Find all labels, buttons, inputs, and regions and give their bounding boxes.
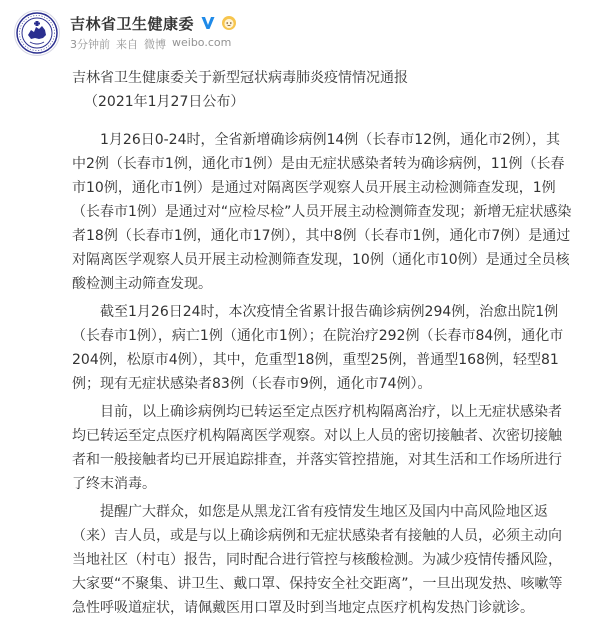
post-body (72, 128, 572, 624)
post-title: 吉林省卫生健康委关于新型冠状病毒肺炎疫情情况通报 (72, 70, 408, 86)
paragraph-new-cases: 1月26日0-24时，全省新增确诊病例14例（长春市12例，通化市2例），其中2例（长春市1例，通化市1例）是由无症状感染者转为确诊病例，11例（长春市10例，通化市1例）是通过对隔离医学观察人员开展主动检测筛查发现，1例（长春市1例）是通过对“应检尽检”人员开展主动检测筛查发现；新增无症状感染者18例（长春市1例，通化市17例），其中8例（长春市1例，通化市7例）是通过对隔离医学观察人员开展主动检测筛查发现，10例（通化市10例）是通过全员核酸检测主动筛查发现。 (72, 132, 572, 292)
name-row (70, 13, 238, 33)
post-source[interactable]: 微博 (144, 38, 166, 51)
account-name[interactable]: 吉林省卫生健康委 (70, 14, 195, 33)
post-time[interactable]: 3分钟前 (70, 38, 110, 51)
sunflower-level-icon[interactable] (220, 15, 238, 31)
paragraph-cumulative: 截至1月26日24时，本次疫情全省累计报告确诊病例294例，治愈出院1例（长春市1例），病亡1例（通化市1例）；在院治疗292例（长春市84例，通化市204例，松原市4例），其中，危重型18例，重型25例，普通型168例，轻型81例；现有无症状感染者83例（长春市9例，通化市74例）。 (72, 304, 564, 392)
paragraph-reminder: 提醒广大群众，如您是从黑龙江省有疫情发生地区及国内中高风险地区返（来）吉人员，或是与以上确诊病例和无症状感染者有接触的人员，必须主动向当地社区（村屯）报告，同时配合进行管控与核酸检测。为减少疫情传播风险，大家要“不聚集、讲卫生、戴口罩、保持安全社交距离”，一旦出现发热、咳嗽等急性呼吸道症状，请佩戴医用口罩及时到当地定点医疗机构发热门诊就诊。 (72, 504, 563, 616)
account-meta (70, 10, 238, 52)
source-prefix: 来自 (116, 38, 138, 51)
paragraph-measures: 目前，以上确诊病例均已转运至定点医疗机构隔离治疗，以上无症状感染者均已转运至定点医疗机构隔离医学观察。对以上人员的密切接触者、次密切接触者和一般接触者均已开展追踪排查，并落实管控措施，对其生活和工作场所进行了终末消毒。 (72, 404, 562, 492)
post-site[interactable]: weibo.com (172, 36, 232, 49)
post-title-block (72, 66, 572, 114)
post-date: （2021年1月27日公布） (84, 94, 245, 110)
blue-v-verified-icon (200, 15, 216, 31)
post-source-row (70, 36, 238, 52)
official-seal-icon (15, 11, 59, 55)
avatar[interactable] (14, 10, 60, 56)
post-header (14, 10, 238, 56)
